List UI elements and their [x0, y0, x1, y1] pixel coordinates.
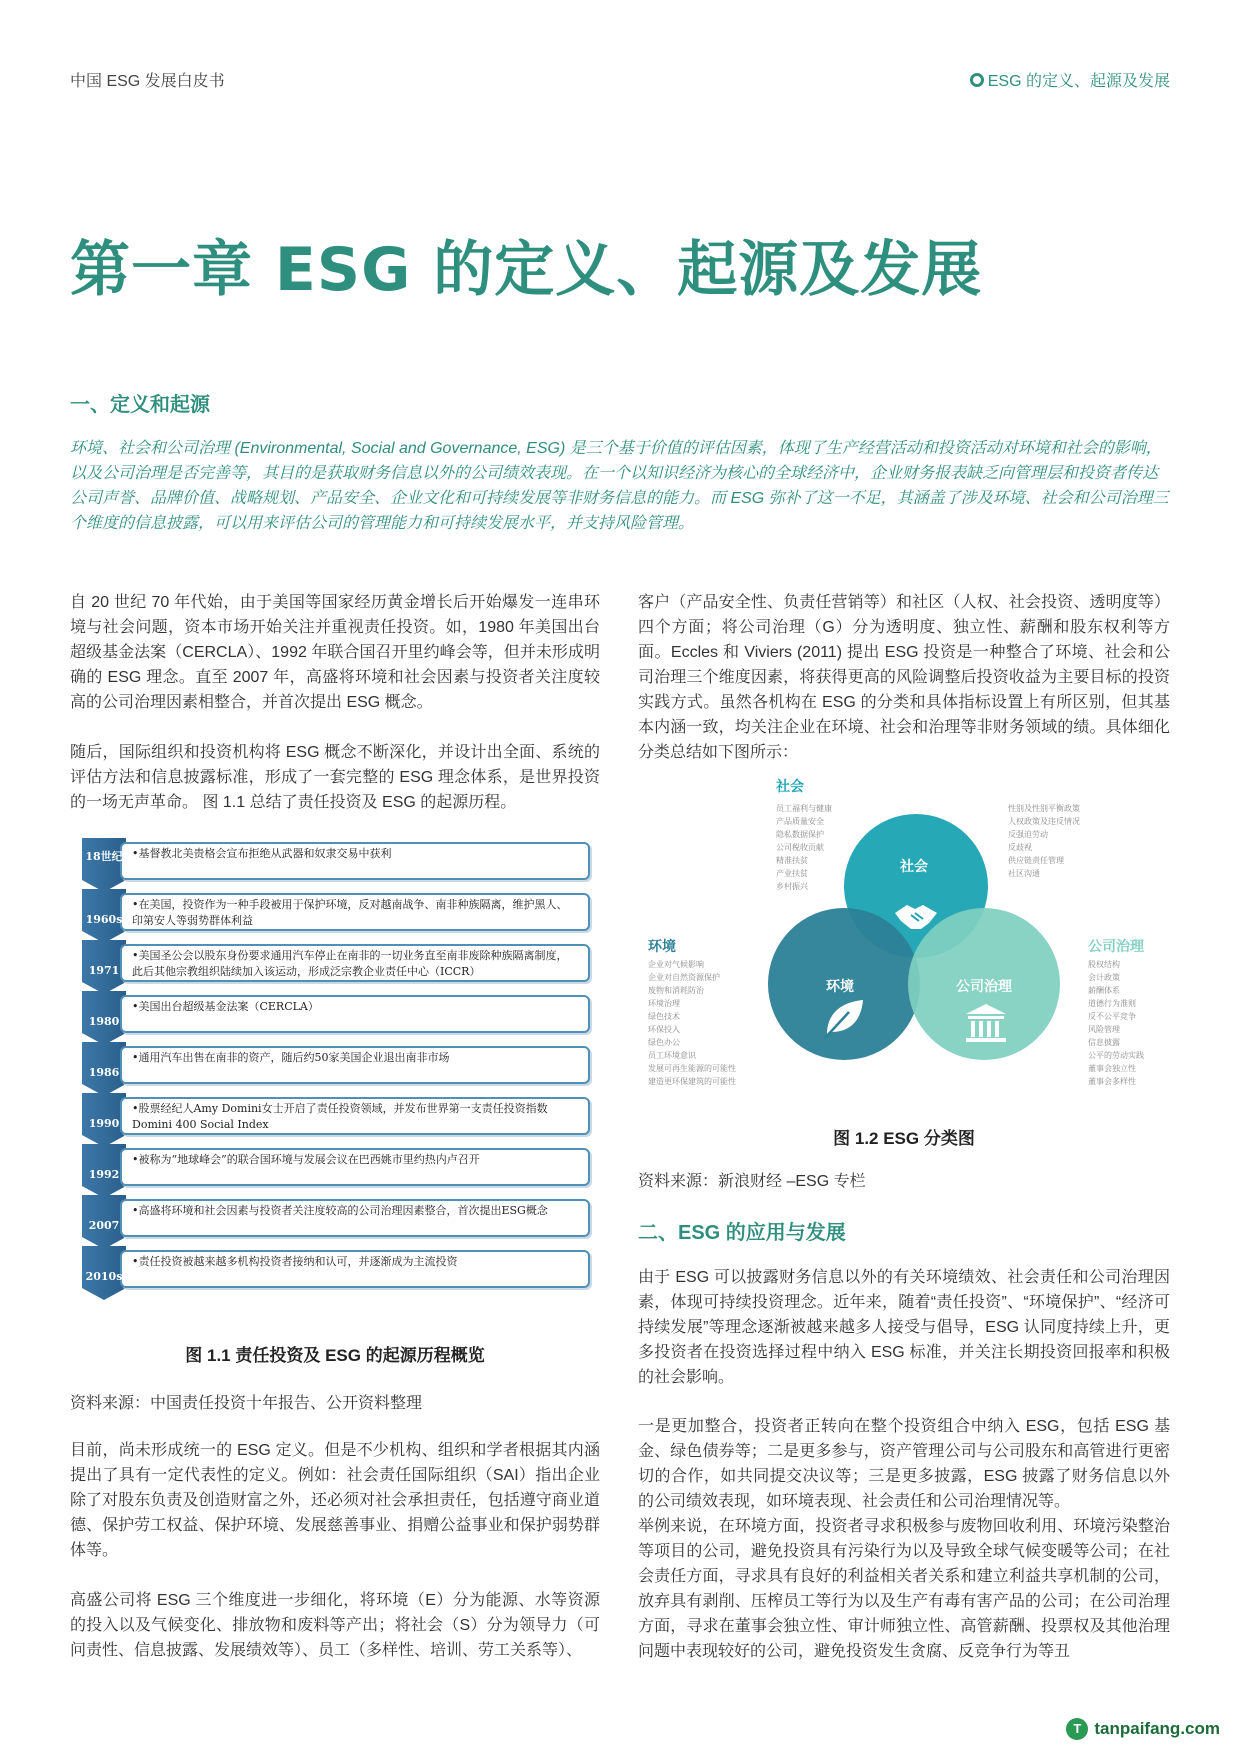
circle-env-label: 环境	[826, 978, 854, 994]
venn-list-item: 绿色技术	[648, 1012, 680, 1021]
venn-list-item: 风险管理	[1088, 1025, 1120, 1034]
figure-1-2-caption: 图 1.2 ESG 分类图	[833, 1129, 975, 1148]
timeline-event-text: •责任投资被越来越多机构投资者接纳和认可，并逐渐成为主流投资	[132, 1255, 458, 1268]
timeline-row	[82, 940, 592, 988]
timeline-year: 1992	[88, 1168, 120, 1181]
timeline-row	[82, 1144, 592, 1192]
venn-list-item: 社区沟通	[1008, 869, 1040, 878]
env-list	[648, 958, 736, 1088]
section2-title: 二、ESG 的应用与发展	[638, 1222, 846, 1244]
venn-list-item: 废物和消耗防治	[648, 986, 704, 995]
right-paragraph-1: 客户（产品安全性、负责任营销等）和社区（人权、社会投资、透明度等）四个方面；将公司治理（G）分为透明度、独立性、薪酬和股东权利等方面。Eccles 和 Viviers (2011) 提出 ESG 投资是一种整合了环境、社会和公司治理三个维度因素，将获得更高的风险调整后投资收益为主要目标的投资实践方式。虽然各机构在 ESG 的分类和具体指标设置上有所区别，但其基本内涵一致，均关注企业在环境、社会和治理等非财务领域的绩。具体细化分类总结如下图所示：	[638, 594, 1170, 761]
timeline-event-text: •美国出台超级基金法案（CERCLA）	[132, 1000, 319, 1013]
timeline-event-text: •被称为“地球峰会”的联合国环境与发展会议在巴西姚市里约热内卢召开	[132, 1153, 480, 1166]
venn-list-item: 会计政策	[1088, 973, 1120, 982]
venn-gov-heading: 公司治理	[1088, 938, 1144, 954]
venn-list-item: 供应链责任管理	[1008, 856, 1064, 865]
left-paragraph-1: 自 20 世纪 70 年代始，由于美国等国家经历黄金增长后开始爆发一连串环境与社会问题，资本市场开始关注并重视责任投资。如，1980 年美国出台超级基金法案（CERCLA）、1992 年联合国召开里约峰会等，但并未形成明确的 ESG 理念。直至 2007 年，高盛将环境和社会因素与投资者关注度较高的公司治理因素相整合，并首次提出 ESG 概念。	[70, 594, 600, 711]
right-paragraph-3: 一是更加整合，投资者正转向在整个投资组合中纳入 ESG，包括 ESG 基金、绿色债券等；二是更多参与，资产管理公司与公司股东和高管进行更密切的合作，如共同提交决议等；三是更多披露，ESG 披露了财务信息以外的公司绩效表现，如环境表现、社会责任和公司治理情况等。	[638, 1418, 1170, 1510]
site-watermark	[1066, 1718, 1220, 1740]
timeline-event-text: •美国圣公会以股东身份要求通用汽车停止在南非的一切业务直至南非废除种族隔离制度，此后其他宗教组织陆续加入该运动，形成泛宗教企业责任中心（ICCR）	[132, 949, 568, 978]
venn-list-item: 发展可再生能源的可能性	[648, 1064, 736, 1073]
chapter-title: 第一章 ESG 的定义、起源及发展	[70, 235, 983, 305]
venn-list-item: 乡村振兴	[776, 882, 808, 891]
gov-list	[1088, 958, 1144, 1088]
venn-list-item: 员工环境意识	[648, 1051, 696, 1060]
running-header-right-text: ESG 的定义、起源及发展	[987, 73, 1170, 90]
site-logo-icon: T	[1066, 1718, 1088, 1740]
left-paragraph-3: 目前，尚未形成统一的 ESG 定义。但是不少机构、组织和学者根据其内涵提出了具有一定代表性的定义。例如：社会责任国际组织（SAI）指出企业除了对股东负责及创造财富之外，还必须对社会承担责任，包括遵守商业道德、保护劳工权益、保护环境、发展慈善事业、捐赠公益事业和保护弱势群体等。	[70, 1442, 600, 1559]
running-header-right	[970, 68, 1170, 91]
venn-env-heading: 环境	[648, 938, 676, 954]
venn-list-item: 反歧视	[1008, 843, 1032, 852]
timeline-year: 1971	[88, 964, 120, 977]
intro-paragraph: 环境、社会和公司治理 (Environmental, Social and Governance, ESG) 是三个基于价值的评估因素，体现了生产经营活动和投资活动对环境和社会的影响，以及公司治理是否完善等，其目的是获取财务信息以外的公司绩效表现。在一个以知识经济为核心的全球经济中，企业财务报表缺乏向管理层和投资者传达公司声誉、品牌价值、战略规划、产品安全、企业文化和可持续发展等非财务信息的能力。而 ESG 弥补了这一不足，其涵盖了涉及环境、社会和公司治理三个维度的信息披露，可以用来评估公司的管理能力和可持续发展水平，并支持风险管理。	[70, 440, 1169, 532]
venn-list-item: 环境治理	[648, 999, 680, 1008]
venn-list-item: 企业对自然资源保护	[648, 973, 720, 982]
timeline-year: 1986	[88, 1066, 120, 1079]
venn-list-item: 反不公平竞争	[1088, 1012, 1136, 1021]
ring-icon	[970, 73, 984, 87]
venn-list-item: 建造更环保建筑的可能性	[648, 1077, 736, 1086]
timeline-event-text: •在美国，投资作为一种手段被用于保护环境，反对越南战争、南非种族隔离，维护黑人、印第安人等弱势群体利益	[132, 898, 568, 927]
left-paragraph-2: 随后，国际组织和投资机构将 ESG 概念不断深化，并设计出全面、系统的评估方法和信息披露标准，形成了一套完整的 ESG 理念体系，是世界投资的一场无声革命。 图 1.1 总结了责任投资及 ESG 的起源历程。	[70, 744, 600, 811]
venn-list-item: 反强迫劳动	[1008, 830, 1048, 839]
right-paragraph-4: 举例来说，在环境方面，投资者寻求积极参与废物回收利用、环境污染整治等项目的公司，避免投资具有污染行为以及导致全球气候变暖等公司；在社会责任方面，寻求具有良好的利益相关者关系和建立利益共享机制的公司，放弃具有剥削、压榨员工等行为以及生产有毒有害产品的公司；在公司治理方面，寻求在董事会独立性、审计师独立性、高管薪酬、投票权及其他治理问题中表现较好的公司，避免投资发生贪腐、反竞争行为等丑	[638, 1518, 1170, 1660]
section1-title: 一、定义和起源	[70, 394, 210, 416]
venn-list-item: 企业对气候影响	[648, 960, 704, 969]
timeline-row	[82, 889, 592, 937]
venn-list-item: 信息披露	[1088, 1038, 1120, 1047]
site-watermark-text: tanpaifang.com	[1094, 1719, 1220, 1738]
timeline-event-text: •股票经纪人Amy Domini女士开启了责任投资领域，并发布世界第一支责任投资指数Domini 400 Social Index	[132, 1102, 548, 1131]
timeline-year: 1980	[88, 1015, 120, 1028]
venn-list-item: 公平的劳动实践	[1088, 1051, 1144, 1060]
venn-list-item: 产品质量安全	[776, 817, 824, 826]
venn-list-item: 薪酬体系	[1088, 986, 1120, 995]
figure-1-1-caption: 图 1.1 责任投资及 ESG 的起源历程概览	[185, 1346, 485, 1365]
timeline-row	[82, 838, 592, 886]
timeline-event-text: •基督教北美贵格会宣布拒绝从武器和奴隶交易中获利	[132, 847, 392, 860]
circle-gov-label: 公司治理	[956, 978, 1012, 994]
timeline-row	[82, 1246, 592, 1294]
figure-1-2-source: 资料来源：新浪财经 –ESG 专栏	[638, 1173, 866, 1190]
esg-venn-diagram	[638, 776, 1170, 1108]
venn-list-item: 性别及性别平衡政策	[1008, 804, 1080, 813]
circle-social-label: 社会	[900, 858, 928, 874]
timeline-figure	[82, 838, 592, 1310]
venn-social-heading: 社会	[776, 778, 804, 794]
timeline-row	[82, 1042, 592, 1090]
timeline-event-text: •高盛将环境和社会因素与投资者关注度较高的公司治理因素整合，首次提出ESG概念	[132, 1204, 548, 1217]
timeline-year: 1990	[88, 1117, 120, 1130]
figure-1-1-source: 资料来源：中国责任投资十年报告、公开资料整理	[70, 1395, 423, 1412]
venn-list-item: 绿色办公	[648, 1038, 680, 1047]
timeline-year: 2010s	[85, 1270, 123, 1283]
social-left-list	[776, 802, 832, 893]
venn-list-item: 董事会独立性	[1088, 1064, 1136, 1073]
venn-list-item: 人权政策及违反情况	[1008, 817, 1080, 826]
timeline-row	[82, 991, 592, 1039]
social-right-list	[1008, 802, 1080, 880]
right-paragraph-2: 由于 ESG 可以披露财务信息以外的有关环境绩效、社会责任和公司治理因素，体现可持续投资理念。近年来，随着“责任投资”、“环境保护”、“经济可持续发展”等理念逐渐被越来越多人接受与倡导，ESG 认同度持续上升，更多投资者在投资选择过程中纳入 ESG 标准，并关注长期投资回报率和积极的社会影响。	[638, 1269, 1170, 1386]
timeline-event-text: •通用汽车出售在南非的资产，随后约50家美国企业退出南非市场	[132, 1051, 450, 1064]
venn-list-item: 员工福利与健康	[776, 804, 832, 813]
venn-list-item: 环保投入	[648, 1025, 680, 1034]
timeline-row	[82, 1195, 592, 1243]
left-paragraph-4: 高盛公司将 ESG 三个维度进一步细化，将环境（E）分为能源、水等资源的投入以及气候变化、排放物和废料等产出；将社会（S）分为领导力（可问责性、信息披露、发展绩效等）、员工（多样性、培训、劳工关系等）、	[70, 1592, 600, 1659]
venn-list-item: 精准扶贫	[776, 856, 808, 865]
venn-list-item: 道德行为准则	[1088, 999, 1136, 1008]
venn-list-item: 产业扶贫	[776, 869, 808, 878]
timeline-year: 1960s	[85, 913, 123, 926]
running-header-left: 中国 ESG 发展白皮书	[70, 73, 225, 90]
venn-list-item: 股权结构	[1088, 960, 1120, 969]
timeline-row	[82, 1093, 592, 1141]
venn-list-item: 隐私数据保护	[776, 830, 824, 839]
venn-list-item: 公司税收贡献	[776, 843, 824, 852]
timeline-year: 18世纪	[85, 850, 123, 863]
venn-list-item: 董事会多样性	[1088, 1077, 1136, 1086]
timeline-year: 2007	[88, 1219, 120, 1232]
